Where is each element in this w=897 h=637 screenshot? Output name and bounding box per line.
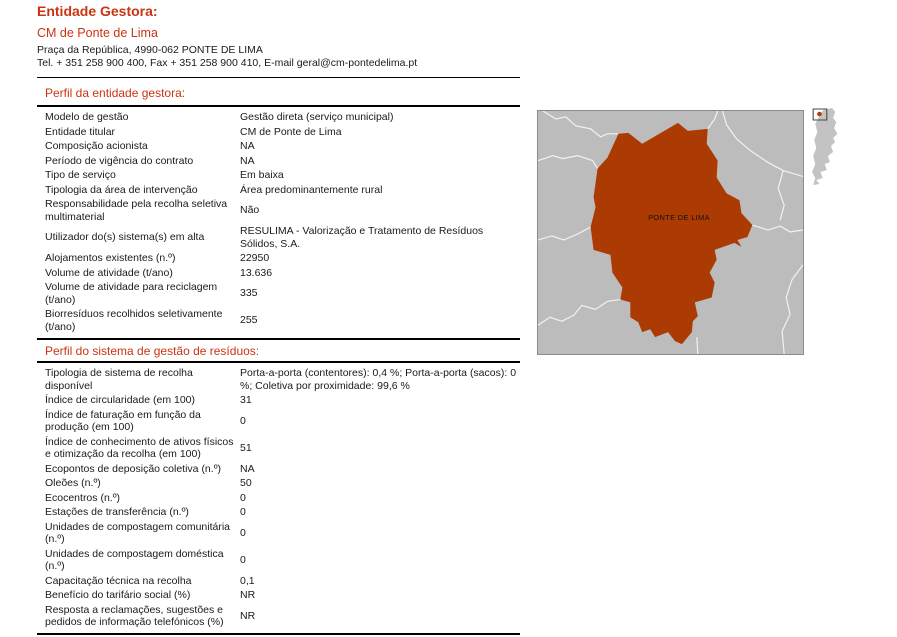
row-value: 0 <box>240 553 246 566</box>
profile-table <box>37 105 520 334</box>
row-value: 13.636 <box>240 266 273 279</box>
municipality-map <box>537 110 804 355</box>
row-label: Biorresíduos recolhidos seletivamente (t/ano) <box>45 308 223 333</box>
row-value: NR <box>240 589 256 601</box>
row-label: Ecocentros (n.º) <box>45 491 121 504</box>
section-waste-system-profile <box>37 338 520 635</box>
row-value: 51 <box>240 441 252 454</box>
row-label: Oleões (n.º) <box>45 477 101 489</box>
table-row <box>37 505 520 520</box>
table-row <box>37 603 520 630</box>
table-row <box>37 154 520 169</box>
table-row <box>37 110 520 125</box>
table-row <box>37 588 520 603</box>
section-title: Perfil do sistema de gestão de resíduos: <box>37 338 520 361</box>
table-row <box>37 280 520 307</box>
table-row <box>37 366 520 393</box>
row-value: 0 <box>240 526 246 539</box>
row-label: Tipologia de sistema de recolha disponível <box>45 367 193 392</box>
row-value: 0 <box>240 491 246 504</box>
table-row <box>37 547 520 574</box>
table-row <box>37 224 520 251</box>
row-label: Benefício do tarifário social (%) <box>45 589 191 601</box>
row-label: Tipo de serviço <box>45 169 116 181</box>
row-value: NA <box>240 154 255 167</box>
table-row <box>37 168 520 183</box>
table-row <box>37 574 520 589</box>
row-value: Em baixa <box>240 169 284 181</box>
map-canvas <box>538 111 803 354</box>
row-value: NR <box>240 609 256 622</box>
entity-address: Praça da República, 4990-062 PONTE DE LIMA <box>37 44 263 56</box>
row-label: Resposta a reclamações, sugestões e pedidos de informação telefónicos (%) <box>45 603 224 628</box>
row-label: Índice de conhecimento de ativos físicos e otimização da recolha (em 100) <box>45 435 234 460</box>
table-row <box>37 476 520 491</box>
region-label: PONTE DE LIMA <box>648 213 710 222</box>
row-label: Alojamentos existentes (n.º) <box>45 252 176 264</box>
entity-contacts: Tel. + 351 258 900 400, Fax + 351 258 900 410, E-mail geral@cm-pontedelima.pt <box>37 56 418 69</box>
table-row <box>37 408 520 435</box>
waste-system-table <box>37 361 520 635</box>
row-label: Responsabilidade pela recolha seletiva multimaterial <box>45 198 228 223</box>
row-value: 0 <box>240 506 246 518</box>
entity-name: CM de Ponte de Lima <box>37 26 158 40</box>
row-value: 255 <box>240 314 258 327</box>
table-row <box>37 435 520 462</box>
row-value: 50 <box>240 477 252 489</box>
row-label: Tipologia da área de intervenção <box>45 183 198 196</box>
row-value: 0 <box>240 414 246 427</box>
row-value: 31 <box>240 394 252 406</box>
row-label: Índice de circularidade (em 100) <box>45 394 195 406</box>
region-location-dot <box>817 112 822 116</box>
row-value: 335 <box>240 287 258 300</box>
row-label: Utilizador do(s) sistema(s) em alta <box>45 231 205 244</box>
table-row <box>37 491 520 506</box>
header <box>37 3 520 69</box>
table-row <box>37 462 520 477</box>
page-title: Entidade Gestora: <box>37 3 158 19</box>
row-label: Entidade titular <box>45 125 116 138</box>
table-row <box>37 183 520 198</box>
row-label: Capacitação técnica na recolha <box>45 574 192 587</box>
row-value: Não <box>240 204 260 217</box>
portugal-map-icon <box>810 106 852 190</box>
table-row <box>37 251 520 266</box>
row-label: Volume de atividade para reciclagem (t/ano) <box>45 281 218 306</box>
table-row <box>37 520 520 547</box>
row-label: Composição acionista <box>45 140 148 152</box>
row-label: Período de vigência do contrato <box>45 154 194 167</box>
row-value: Gestão direta (serviço municipal) <box>240 111 394 123</box>
row-label: Unidades de compostagem doméstica (n.º) <box>45 547 224 572</box>
row-label: Modelo de gestão <box>45 111 129 123</box>
table-row <box>37 266 520 281</box>
row-value: 22950 <box>240 252 270 264</box>
row-value: NA <box>240 140 255 152</box>
row-value: CM de Ponte de Lima <box>240 125 342 138</box>
row-label: Ecopontos de deposição coletiva (n.º) <box>45 462 222 475</box>
row-label: Estações de transferência (n.º) <box>45 506 189 518</box>
row-value: 0,1 <box>240 574 255 587</box>
row-label: Unidades de compostagem comunitária (n.º) <box>45 520 231 545</box>
row-label: Volume de atividade (t/ano) <box>45 266 173 279</box>
table-row <box>37 307 520 334</box>
section-entity-profile <box>37 77 520 334</box>
row-value: Porta-a-porta (contentores): 0,4 %; Porta-a-porta (sacos): 0 %; Coletiva por proximidade: 99,6 % <box>240 367 517 392</box>
row-value: NA <box>240 462 255 475</box>
table-row <box>37 197 520 224</box>
portugal-locator-inset <box>810 106 852 190</box>
section-title: Perfil da entidade gestora: <box>37 77 520 105</box>
table-row <box>37 139 520 154</box>
table-row <box>37 393 520 408</box>
table-row <box>37 125 520 140</box>
row-label: Índice de faturação em função da produção (em 100) <box>45 408 201 433</box>
row-value: Área predominantemente rural <box>240 183 383 196</box>
row-value: RESULIMA - Valorização e Tratamento de Resíduos Sólidos, S.A. <box>240 225 484 250</box>
